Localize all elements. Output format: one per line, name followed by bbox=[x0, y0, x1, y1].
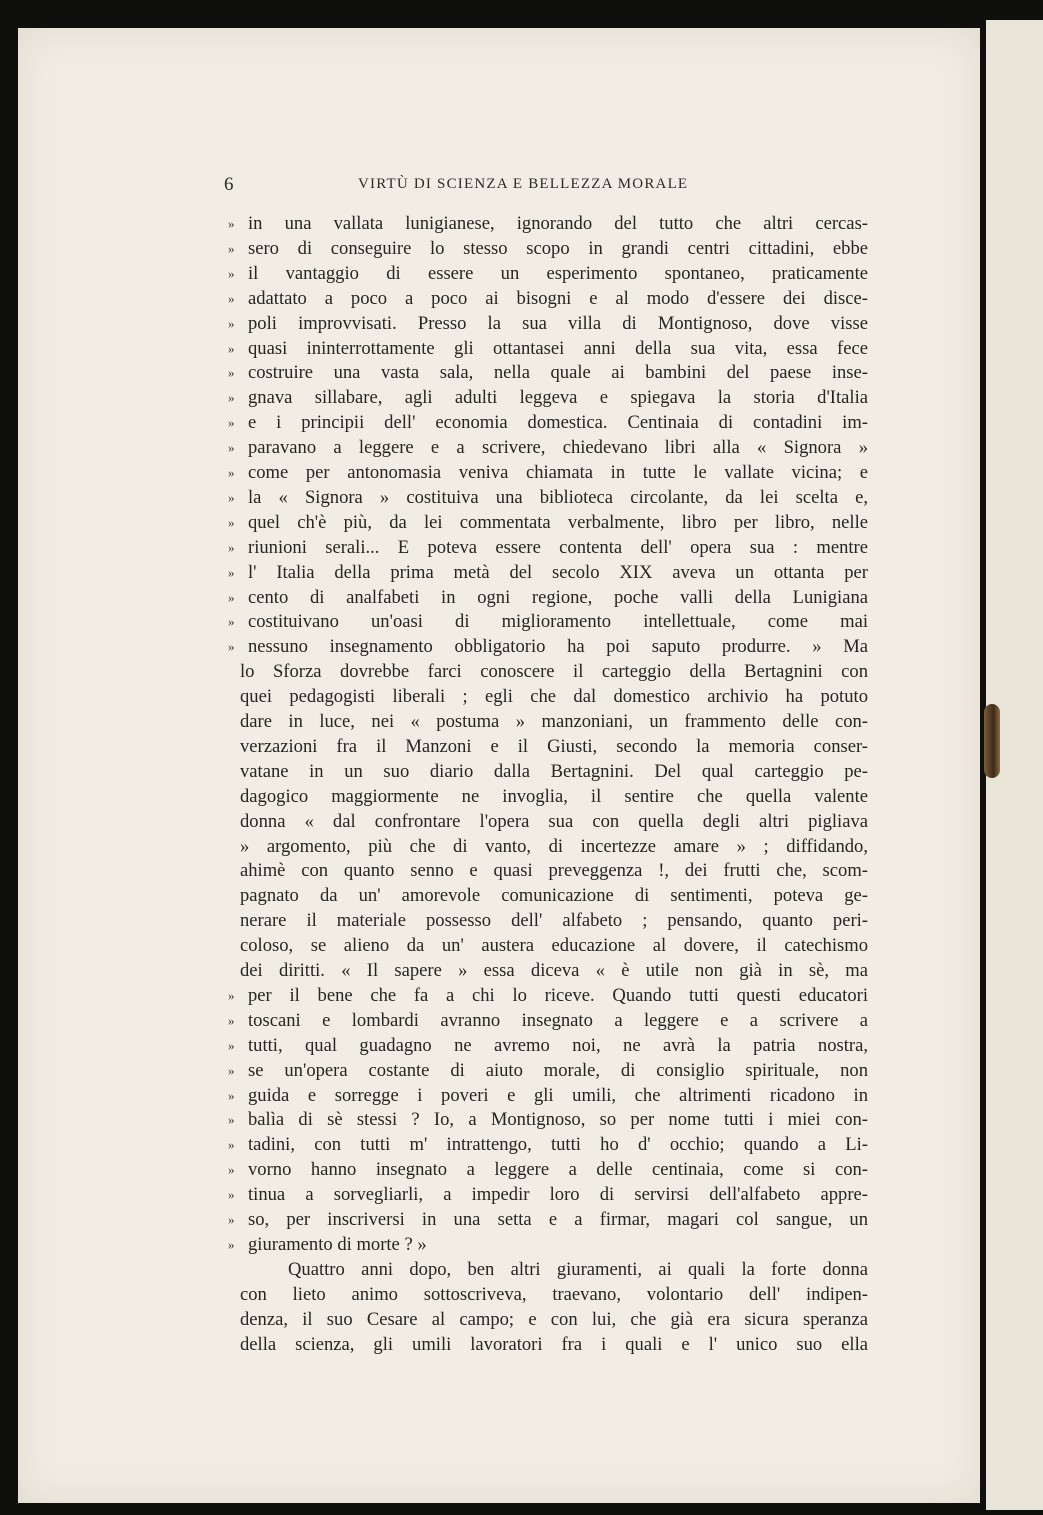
text-line: poli improvvisati. Presso la sua villa di Montignoso, dove visse bbox=[248, 312, 868, 334]
quote-mark: » bbox=[228, 1112, 235, 1128]
quote-mark: » bbox=[228, 265, 235, 281]
quote-mark: » bbox=[228, 639, 235, 655]
text-line: adattato a poco a poco ai bisogni e al modo d'essere dei disce- bbox=[248, 287, 868, 309]
text-line: guida e sorregge i poveri e gli umili, che altrimenti ricadono in bbox=[248, 1084, 868, 1106]
text-line: nerare il materiale possesso dell' alfabeto ; pensando, quanto peri- bbox=[240, 910, 868, 932]
text-line: giuramento di morte ? » bbox=[248, 1233, 427, 1255]
text-line: della scienza, gli umili lavoratori fra i quali e l' unico suo ella bbox=[240, 1333, 868, 1355]
quote-mark: » bbox=[228, 240, 235, 256]
text-line: gnava sillabare, agli adulti leggeva e spiegava la storia d'Italia bbox=[248, 387, 868, 409]
text-line: vatane in un suo diario dalla Bertagnini. Del qual carteggio pe- bbox=[240, 760, 868, 782]
text-line: l' Italia della prima metà del secolo XIX aveva un ottanta per bbox=[248, 561, 868, 583]
quote-mark: » bbox=[228, 1012, 235, 1028]
binding-thread bbox=[984, 704, 1000, 778]
quote-mark: » bbox=[228, 539, 235, 555]
quote-mark: » bbox=[228, 614, 235, 630]
text-line: coloso, se alieno da un' austera educazione al dovere, il catechismo bbox=[240, 935, 868, 957]
text-line: donna « dal confrontare l'opera sua con quella degli altri pigliava bbox=[240, 810, 868, 832]
quote-mark: » bbox=[228, 415, 235, 431]
text-line: Quattro anni dopo, ben altri giuramenti, ai quali la forte donna bbox=[288, 1258, 868, 1280]
text-line: paravano a leggere e a scrivere, chiedevano libri alla « Signora » bbox=[248, 437, 868, 459]
text-line: » argomento, più che di vanto, di incertezze amare » ; diffidando, bbox=[240, 835, 868, 857]
text-line: la « Signora » costituiva una biblioteca circolante, da lei scelta e, bbox=[248, 486, 868, 508]
text-line: con lieto animo sottoscriveva, traevano, volontario dell' indipen- bbox=[240, 1283, 868, 1305]
text-line: nessuno insegnamento obbligatorio ha poi saputo produrre. » Ma bbox=[248, 636, 868, 658]
quote-mark: » bbox=[228, 1137, 235, 1153]
text-line: tinua a sorvegliarli, a impedir loro di servirsi dell'alfabeto appre- bbox=[248, 1184, 868, 1206]
text-line: e i principii dell' economia domestica. Centinaia di contadini im- bbox=[248, 412, 868, 434]
text-line: tutti, qual guadagno ne avremo noi, ne avrà la patria nostra, bbox=[248, 1034, 868, 1056]
quote-mark: » bbox=[228, 440, 235, 456]
quote-mark: » bbox=[228, 564, 235, 580]
text-line: costituivano un'oasi di miglioramento intellettuale, come mai bbox=[248, 611, 868, 633]
text-line: costruire una vasta sala, nella quale ai bambini del paese inse- bbox=[248, 362, 868, 384]
book-page bbox=[18, 28, 980, 1503]
quote-mark: » bbox=[228, 1212, 235, 1227]
text-line: cento di analfabeti in ogni regione, poche valli della Lunigiana bbox=[248, 586, 868, 608]
quote-mark: » bbox=[228, 290, 235, 306]
text-line: se un'opera costante di aiuto morale, di consiglio spirituale, non bbox=[248, 1059, 868, 1081]
text-line: il vantaggio di essere un esperimento spontaneo, praticamente bbox=[248, 262, 868, 284]
text-line: denza, il suo Cesare al campo; e con lui, che già era sicura speranza bbox=[240, 1308, 868, 1330]
text-line: tadini, con tutti m' intrattengo, tutti ho d' occhio; quando a Li- bbox=[248, 1134, 868, 1156]
quote-mark: » bbox=[228, 340, 235, 356]
quote-mark: » bbox=[228, 1236, 235, 1252]
text-line: dei diritti. « Il sapere » essa diceva « è utile non già in sè, ma bbox=[240, 960, 868, 981]
text-line: pagnato da un' amorevole comunicazione di sentimenti, poteva ge- bbox=[240, 885, 868, 907]
quote-mark: » bbox=[228, 365, 235, 381]
text-line: per il bene che fa a chi lo riceve. Quando tutti questi educatori bbox=[248, 984, 868, 1006]
text-line: ahimè con quanto senno e quasi preveggenza !, dei frutti che, scom- bbox=[240, 860, 868, 882]
page-number: 6 bbox=[224, 174, 234, 195]
quote-mark: » bbox=[228, 1062, 235, 1078]
text-line: in una vallata lunigianese, ignorando del tutto che altri cercas- bbox=[248, 213, 868, 234]
quote-mark: » bbox=[228, 1037, 235, 1053]
text-line: riunioni serali... E poteva essere contenta dell' opera sua : mentre bbox=[248, 536, 868, 558]
quote-mark: » bbox=[228, 489, 235, 505]
quote-mark: » bbox=[228, 1087, 235, 1103]
quote-mark: » bbox=[228, 589, 235, 605]
quote-mark: » bbox=[228, 987, 235, 1003]
text-line: quel ch'è più, da lei commentata verbalmente, libro per libro, nelle bbox=[248, 511, 868, 533]
text-line: quasi ininterrottamente gli ottantasei anni della sua vita, essa fece bbox=[248, 337, 868, 359]
text-line: lo Sforza dovrebbe farci conoscere il carteggio della Bertagnini con bbox=[240, 661, 868, 683]
quote-mark: » bbox=[228, 315, 235, 331]
text-line: verzazioni fra il Manzoni e il Giusti, secondo la memoria conser- bbox=[240, 735, 868, 757]
quote-mark: » bbox=[228, 465, 235, 480]
text-line: dagogico maggiormente ne invoglia, il sentire che quella valente bbox=[240, 785, 868, 807]
quote-mark: » bbox=[228, 1162, 235, 1178]
quote-mark: » bbox=[228, 1187, 235, 1203]
quote-mark: » bbox=[228, 216, 235, 231]
running-title: VIRTÙ DI SCIENZA E BELLEZZA MORALE bbox=[358, 176, 689, 192]
quote-mark: » bbox=[228, 514, 235, 530]
text-line: quei pedagogisti liberali ; egli che dal domestico archivio ha potuto bbox=[240, 686, 868, 708]
text-line: come per antonomasia veniva chiamata in tutte le vallate vicina; e bbox=[248, 462, 868, 483]
text-line: so, per inscriversi in una setta e a firmar, magari col sangue, un bbox=[248, 1209, 868, 1230]
text-line: sero di conseguire lo stesso scopo in grandi centri cittadini, ebbe bbox=[248, 237, 868, 259]
text-line: balìa di sè stessi ? Io, a Montignoso, so per nome tutti i miei con- bbox=[248, 1109, 868, 1131]
text-line: dare in luce, nei « postuma » manzoniani, un frammento delle con- bbox=[240, 711, 868, 732]
text-line: toscani e lombardi avranno insegnato a leggere e a scrivere a bbox=[248, 1009, 868, 1031]
page-header bbox=[18, 174, 980, 200]
quote-mark: » bbox=[228, 390, 235, 406]
text-line: vorno hanno insegnato a leggere a delle centinaia, come si con- bbox=[248, 1159, 868, 1181]
